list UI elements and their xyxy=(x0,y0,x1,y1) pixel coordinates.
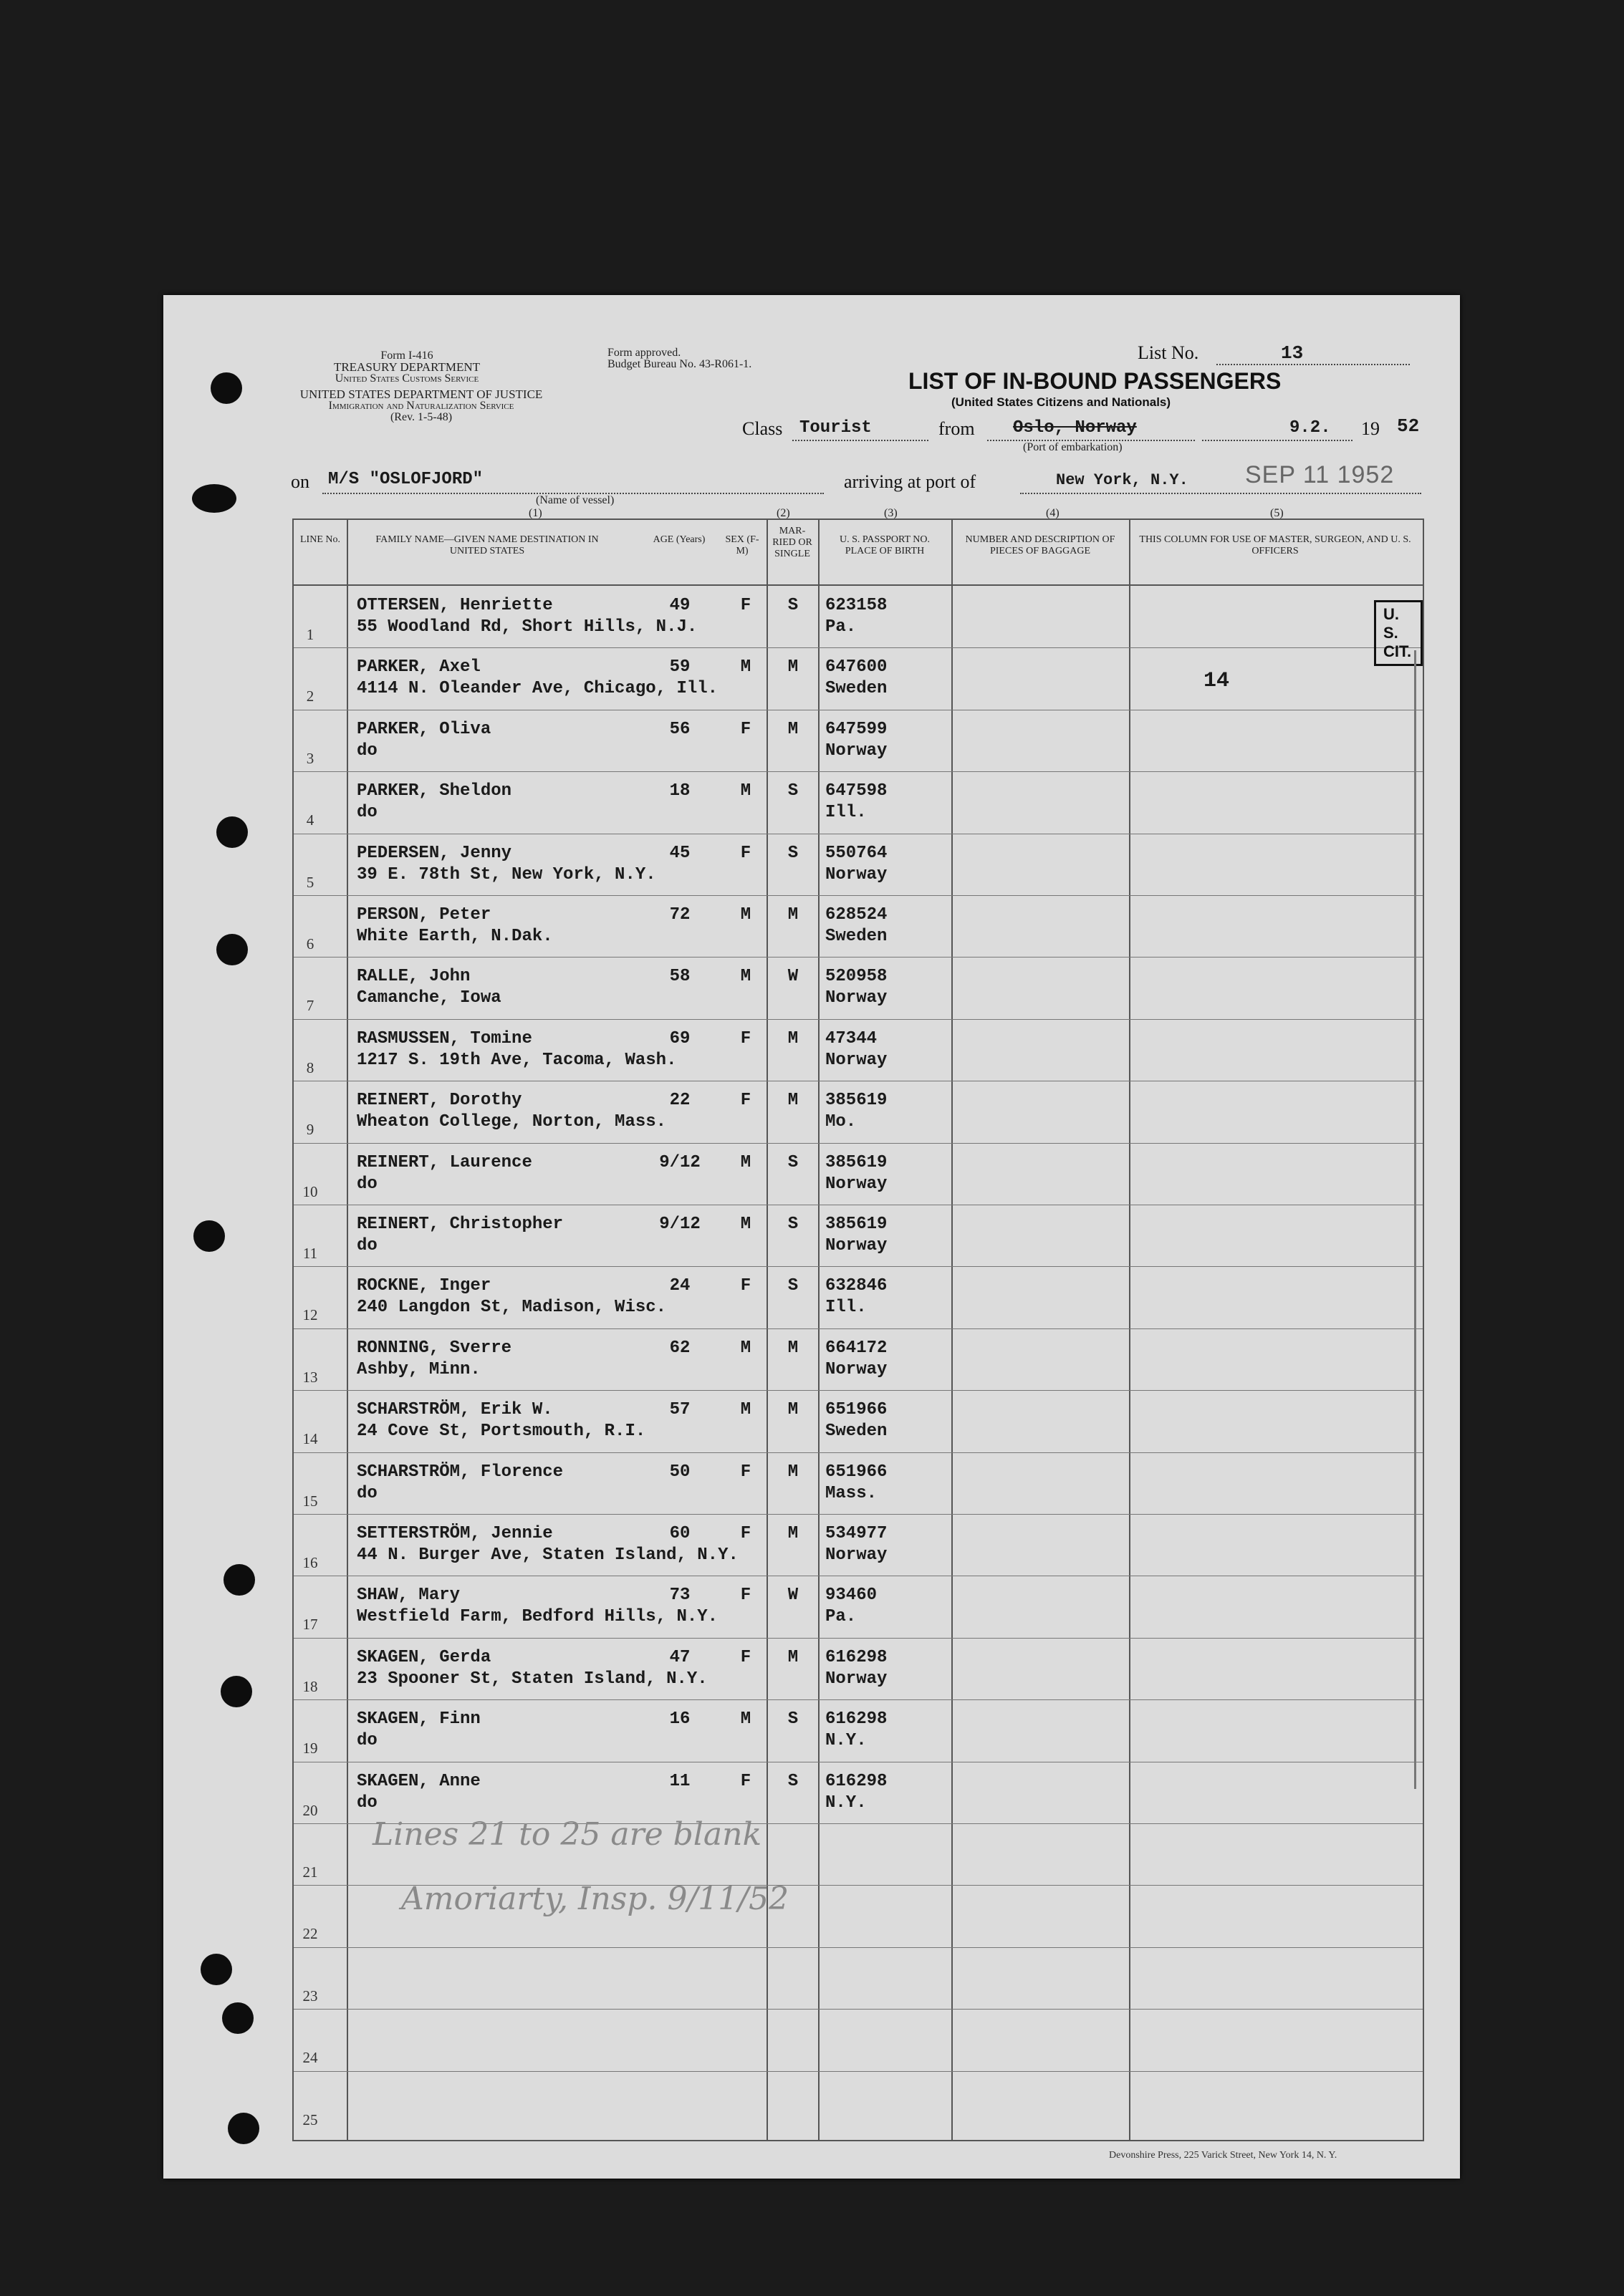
passenger-age: 49 xyxy=(669,596,691,615)
passenger-age: 62 xyxy=(669,1338,691,1358)
table-row xyxy=(294,895,1423,957)
passenger-sex: F xyxy=(740,843,751,863)
line-number: 8 xyxy=(306,1058,314,1076)
passport-number: 647599 xyxy=(825,719,888,739)
passenger-sex: M xyxy=(740,1152,751,1172)
line-number: 17 xyxy=(302,1616,318,1634)
col-passport-header: U. S. PASSPORT NO. PLACE OF BIRTH xyxy=(840,534,930,556)
place-of-birth: Mass. xyxy=(825,1483,878,1503)
passenger-marital: W xyxy=(787,1586,799,1606)
binder-hole xyxy=(192,484,236,513)
passport-number: 647598 xyxy=(825,781,888,801)
place-of-birth: Norway xyxy=(825,1669,888,1689)
passenger-age: 58 xyxy=(669,967,691,987)
col-age-header: AGE (Years) xyxy=(653,534,706,545)
passenger-name: SHAW, Mary xyxy=(357,1586,461,1606)
table-row xyxy=(294,1576,1423,1637)
passenger-marital: S xyxy=(787,1276,799,1296)
passenger-destination: do xyxy=(357,1793,378,1813)
passport-number: 664172 xyxy=(825,1338,888,1358)
year-value: 52 xyxy=(1397,415,1420,437)
passenger-destination: 24 Cove St, Portsmouth, R.I. xyxy=(357,1422,646,1442)
table-row xyxy=(294,710,1423,771)
passenger-sex: M xyxy=(740,905,751,925)
table-row xyxy=(294,771,1423,833)
line-number: 9 xyxy=(306,1121,314,1139)
passenger-age: 16 xyxy=(669,1709,691,1730)
arrival-port: New York, N.Y. xyxy=(1056,471,1188,489)
passport-number: 651966 xyxy=(825,1400,888,1420)
col-line-header: LINE No. xyxy=(300,534,340,545)
passenger-sex: M xyxy=(740,1215,751,1234)
table-row xyxy=(294,1081,1423,1142)
list-no-label: List No. xyxy=(1138,342,1199,363)
handwritten-note-1: Lines 21 to 25 are blank xyxy=(373,1816,762,1853)
passenger-marital: S xyxy=(787,843,799,863)
form-number: Form I-416 xyxy=(380,349,433,362)
passenger-marital: M xyxy=(787,1091,799,1111)
passenger-marital: S xyxy=(787,1709,799,1730)
place-of-birth: Norway xyxy=(825,864,888,884)
passenger-age: 9/12 xyxy=(659,1215,701,1234)
passenger-destination: do xyxy=(357,1174,378,1194)
table-row-empty xyxy=(294,2071,1423,2133)
line-number: 25 xyxy=(302,2111,318,2128)
passport-number: 520958 xyxy=(825,967,888,987)
passport-number: 385619 xyxy=(825,1091,888,1111)
table-row xyxy=(294,834,1423,895)
budget-bureau: Budget Bureau No. 43-R061-1. xyxy=(607,358,752,370)
line-number: 12 xyxy=(302,1306,318,1324)
passenger-age: 57 xyxy=(669,1400,691,1420)
passenger-destination: do xyxy=(357,1236,378,1255)
passenger-destination: Ashby, Minn. xyxy=(357,1359,481,1379)
binder-hole xyxy=(224,1564,255,1596)
table-row xyxy=(294,647,1423,709)
table-row xyxy=(294,1266,1423,1328)
passenger-name: PARKER, Oliva xyxy=(357,719,491,739)
table-row xyxy=(294,1019,1423,1081)
table-row xyxy=(294,1762,1423,1823)
line-number: 1 xyxy=(306,626,314,643)
passport-number: 534977 xyxy=(825,1524,888,1543)
place-of-birth: Norway xyxy=(825,1236,888,1255)
line-number: 7 xyxy=(306,997,314,1015)
line-number: 10 xyxy=(302,1182,318,1200)
passenger-destination: Wheaton College, Norton, Mass. xyxy=(357,1112,667,1132)
col-sex-header: SEX (F-M) xyxy=(725,534,759,556)
line-number: 15 xyxy=(302,1492,318,1510)
vessel-note: (Name of vessel) xyxy=(536,494,615,506)
passenger-name: REINERT, Dorothy xyxy=(357,1091,522,1111)
place-of-birth: Norway xyxy=(825,1545,888,1565)
passenger-marital: M xyxy=(787,719,799,739)
manifest-page xyxy=(163,295,1460,2179)
table-row xyxy=(294,1638,1423,1699)
page-subtitle: (United States Citizens and Nationals) xyxy=(951,395,1171,409)
passenger-sex: M xyxy=(740,657,751,677)
table-row-empty xyxy=(294,2009,1423,2070)
embark-note: (Port of embarkation) xyxy=(1023,441,1123,453)
table-row xyxy=(294,1328,1423,1390)
binder-hole xyxy=(221,1676,252,1707)
line-number: 19 xyxy=(302,1740,318,1757)
passenger-sex: F xyxy=(740,1771,751,1791)
line-number: 14 xyxy=(302,1430,318,1448)
col-num-4: (4) xyxy=(1046,507,1060,519)
passenger-age: 22 xyxy=(669,1091,691,1111)
passenger-name: RONNING, Sverre xyxy=(357,1338,512,1358)
table-row xyxy=(294,1699,1423,1761)
passport-number: 47344 xyxy=(825,1028,878,1048)
list-no-line xyxy=(1216,345,1410,365)
passenger-destination: do xyxy=(357,741,378,761)
passenger-destination: do xyxy=(357,803,378,823)
passenger-marital: M xyxy=(787,1524,799,1543)
passenger-marital: S xyxy=(787,781,799,801)
passenger-marital: M xyxy=(787,1400,799,1420)
vessel-name: M/S "OSLOFJORD" xyxy=(328,470,484,489)
col-num-1: (1) xyxy=(529,507,542,519)
customs-service: United States Customs Service xyxy=(335,372,479,385)
passport-number: 647600 xyxy=(825,657,888,677)
passenger-marital: S xyxy=(787,1215,799,1234)
place-of-birth: Sweden xyxy=(825,927,888,946)
passenger-sex: M xyxy=(740,781,751,801)
passenger-marital: M xyxy=(787,905,799,925)
col-married-header: MAR-RIED OR SINGLE xyxy=(772,526,812,559)
passport-number: 628524 xyxy=(825,905,888,925)
passenger-destination: White Earth, N.Dak. xyxy=(357,927,553,946)
passenger-name: PERSON, Peter xyxy=(357,905,491,925)
place-of-birth: Norway xyxy=(825,1174,888,1194)
passenger-marital: M xyxy=(787,1462,799,1482)
date-value: 9.2. xyxy=(1289,418,1331,438)
passenger-name: SKAGEN, Finn xyxy=(357,1709,481,1730)
place-of-birth: Ill. xyxy=(825,803,867,823)
date-stamp: SEP 11 1952 xyxy=(1245,461,1395,488)
passenger-name: OTTERSEN, Henriette xyxy=(357,596,553,615)
place-of-birth: Pa. xyxy=(825,617,857,637)
handwritten-note-2: Amoriarty, Insp. 9/11/52 xyxy=(401,1881,789,1917)
passenger-sex: F xyxy=(740,1028,751,1048)
passenger-name: RALLE, John xyxy=(357,967,471,987)
binder-hole xyxy=(201,1954,232,1985)
passenger-destination: Westfield Farm, Bedford Hills, N.Y. xyxy=(357,1607,719,1627)
passenger-name: RASMUSSEN, Tomine xyxy=(357,1028,532,1048)
page-title: LIST OF IN-BOUND PASSENGERS xyxy=(908,368,1282,394)
line-number: 24 xyxy=(302,2049,318,2067)
passenger-name: SKAGEN, Anne xyxy=(357,1771,481,1791)
from-label: from xyxy=(938,418,975,439)
passenger-destination: 1217 S. 19th Ave, Tacoma, Wash. xyxy=(357,1050,677,1070)
place-of-birth: Norway xyxy=(825,1359,888,1379)
passenger-name: REINERT, Laurence xyxy=(357,1152,532,1172)
place-of-birth: N.Y. xyxy=(825,1793,867,1813)
passenger-table xyxy=(292,518,1424,2141)
passport-number: 385619 xyxy=(825,1152,888,1172)
passenger-sex: M xyxy=(740,1400,751,1420)
passenger-sex: F xyxy=(740,596,751,615)
passenger-name: PEDERSEN, Jenny xyxy=(357,843,512,863)
table-row-empty xyxy=(294,1947,1423,2009)
passenger-sex: M xyxy=(740,967,751,987)
binder-hole xyxy=(216,816,248,848)
passenger-marital: W xyxy=(787,967,799,987)
passenger-marital: M xyxy=(787,657,799,677)
passenger-name: SCHARSTRÖM, Erik W. xyxy=(357,1400,553,1420)
place-of-birth: Pa. xyxy=(825,1607,857,1627)
passenger-name: SETTERSTRÖM, Jennie xyxy=(357,1524,553,1543)
col-num-5: (5) xyxy=(1270,507,1284,519)
passenger-age: 73 xyxy=(669,1586,691,1606)
passport-number: 385619 xyxy=(825,1215,888,1234)
passenger-age: 45 xyxy=(669,843,691,863)
line-number: 18 xyxy=(302,1677,318,1695)
col-num-2: (2) xyxy=(777,507,790,519)
justice-dept: UNITED STATES DEPARTMENT OF JUSTICE xyxy=(299,387,543,401)
passenger-age: 56 xyxy=(669,719,691,739)
passport-number: 616298 xyxy=(825,1709,888,1730)
passenger-name: ROCKNE, Inger xyxy=(357,1276,491,1296)
passenger-destination: do xyxy=(357,1483,378,1503)
place-of-birth: Mo. xyxy=(825,1112,857,1132)
from-value: Oslo, Norway xyxy=(1013,418,1137,438)
line-number: 22 xyxy=(302,1925,318,1943)
passenger-age: 9/12 xyxy=(659,1152,701,1172)
officer-check-line xyxy=(1414,650,1416,1789)
line-number: 20 xyxy=(302,1801,318,1819)
binder-hole xyxy=(211,372,242,404)
passenger-age: 18 xyxy=(669,781,691,801)
table-row xyxy=(294,957,1423,1018)
year-prefix: 19 xyxy=(1361,418,1380,439)
passenger-sex: M xyxy=(740,1338,751,1358)
passenger-name: REINERT, Christopher xyxy=(357,1215,564,1234)
passenger-name: PARKER, Sheldon xyxy=(357,781,512,801)
passenger-age: 24 xyxy=(669,1276,691,1296)
line-number: 6 xyxy=(306,935,314,952)
table-row xyxy=(294,1205,1423,1266)
passenger-age: 47 xyxy=(669,1647,691,1667)
line-number: 13 xyxy=(302,1368,318,1386)
binder-hole xyxy=(193,1220,225,1252)
passenger-marital: S xyxy=(787,1771,799,1791)
place-of-birth: Sweden xyxy=(825,1422,888,1442)
passenger-destination: 55 Woodland Rd, Short Hills, N.J. xyxy=(357,617,698,637)
passport-number: 632846 xyxy=(825,1276,888,1296)
baggage-count: 14 xyxy=(1203,669,1230,693)
passenger-destination: 39 E. 78th St, New York, N.Y. xyxy=(357,864,656,884)
printer-imprint: Devonshire Press, 225 Varick Street, New York 14, N. Y. xyxy=(1109,2150,1337,2161)
passenger-sex: M xyxy=(740,1709,751,1730)
line-number: 16 xyxy=(302,1554,318,1571)
passenger-destination: 44 N. Burger Ave, Staten Island, N.Y. xyxy=(357,1545,739,1565)
line-number: 2 xyxy=(306,688,314,705)
passenger-sex: F xyxy=(740,1647,751,1667)
col-num-3: (3) xyxy=(884,507,898,519)
passenger-sex: F xyxy=(740,1586,751,1606)
class-label: Class xyxy=(742,418,783,439)
passenger-age: 69 xyxy=(669,1028,691,1048)
passenger-sex: F xyxy=(740,1462,751,1482)
revision: (Rev. 1-5-48) xyxy=(390,411,453,423)
binder-hole xyxy=(228,2113,259,2144)
treasury-dept: TREASURY DEPARTMENT xyxy=(333,360,481,374)
passenger-age: 50 xyxy=(669,1462,691,1482)
passenger-age: 60 xyxy=(669,1524,691,1543)
col-name-header: FAMILY NAME—GIVEN NAME DESTINATION IN UNITED STATES xyxy=(375,534,599,556)
place-of-birth: Sweden xyxy=(825,679,888,699)
place-of-birth: Norway xyxy=(825,741,888,761)
passenger-sex: F xyxy=(740,1091,751,1111)
us-citizen-stamp: U. S. CIT. xyxy=(1374,600,1423,666)
passenger-destination: 23 Spooner St, Staten Island, N.Y. xyxy=(357,1669,708,1689)
passenger-age: 11 xyxy=(669,1771,691,1791)
passenger-age: 59 xyxy=(669,657,691,677)
arriving-label: arriving at port of xyxy=(844,471,976,492)
class-value: Tourist xyxy=(799,418,872,438)
passport-number: 616298 xyxy=(825,1647,888,1667)
col-baggage-header: NUMBER AND DESCRIPTION OF PIECES OF BAGGAGE xyxy=(965,534,1115,556)
passenger-destination: 4114 N. Oleander Ave, Chicago, Ill. xyxy=(357,679,719,699)
line-number: 11 xyxy=(302,1245,318,1262)
passport-number: 93460 xyxy=(825,1586,878,1606)
passenger-sex: F xyxy=(740,1276,751,1296)
passport-number: 550764 xyxy=(825,843,888,863)
binder-hole xyxy=(222,2002,254,2034)
passenger-name: PARKER, Axel xyxy=(357,657,481,677)
passenger-name: SCHARSTRÖM, Florence xyxy=(357,1462,564,1482)
place-of-birth: Ill. xyxy=(825,1298,867,1318)
passenger-marital: M xyxy=(787,1028,799,1048)
table-row xyxy=(294,1514,1423,1576)
ins-service: Immigration and Naturalization Service xyxy=(328,400,514,412)
passenger-sex: F xyxy=(740,1524,751,1543)
table-row xyxy=(294,1452,1423,1514)
table-row xyxy=(294,586,1423,647)
passenger-sex: F xyxy=(740,719,751,739)
line-number: 21 xyxy=(302,1863,318,1881)
passport-number: 651966 xyxy=(825,1462,888,1482)
table-row xyxy=(294,1143,1423,1205)
passenger-marital: S xyxy=(787,1152,799,1172)
passenger-marital: M xyxy=(787,1338,799,1358)
line-number: 3 xyxy=(306,749,314,767)
line-number: 5 xyxy=(306,873,314,891)
passenger-marital: M xyxy=(787,1647,799,1667)
passenger-marital: S xyxy=(787,596,799,615)
passenger-destination: 240 Langdon St, Madison, Wisc. xyxy=(357,1298,667,1318)
line-number: 23 xyxy=(302,1987,318,2005)
passenger-destination: do xyxy=(357,1731,378,1751)
binder-hole xyxy=(216,934,248,965)
passport-number: 623158 xyxy=(825,596,888,615)
col-officers-header: THIS COLUMN FOR USE OF MASTER, SURGEON, AND U. S. OFFICERS xyxy=(1139,534,1411,556)
passenger-name: SKAGEN, Gerda xyxy=(357,1647,491,1667)
place-of-birth: Norway xyxy=(825,988,888,1008)
table-row xyxy=(294,1390,1423,1452)
list-number: 13 xyxy=(1281,342,1304,364)
place-of-birth: N.Y. xyxy=(825,1731,867,1751)
line-number: 4 xyxy=(306,811,314,829)
form-approved: Form approved. xyxy=(607,347,681,359)
passenger-destination: Camanche, Iowa xyxy=(357,988,501,1008)
on-label: on xyxy=(291,471,309,492)
passport-number: 616298 xyxy=(825,1771,888,1791)
passenger-age: 72 xyxy=(669,905,691,925)
place-of-birth: Norway xyxy=(825,1050,888,1070)
